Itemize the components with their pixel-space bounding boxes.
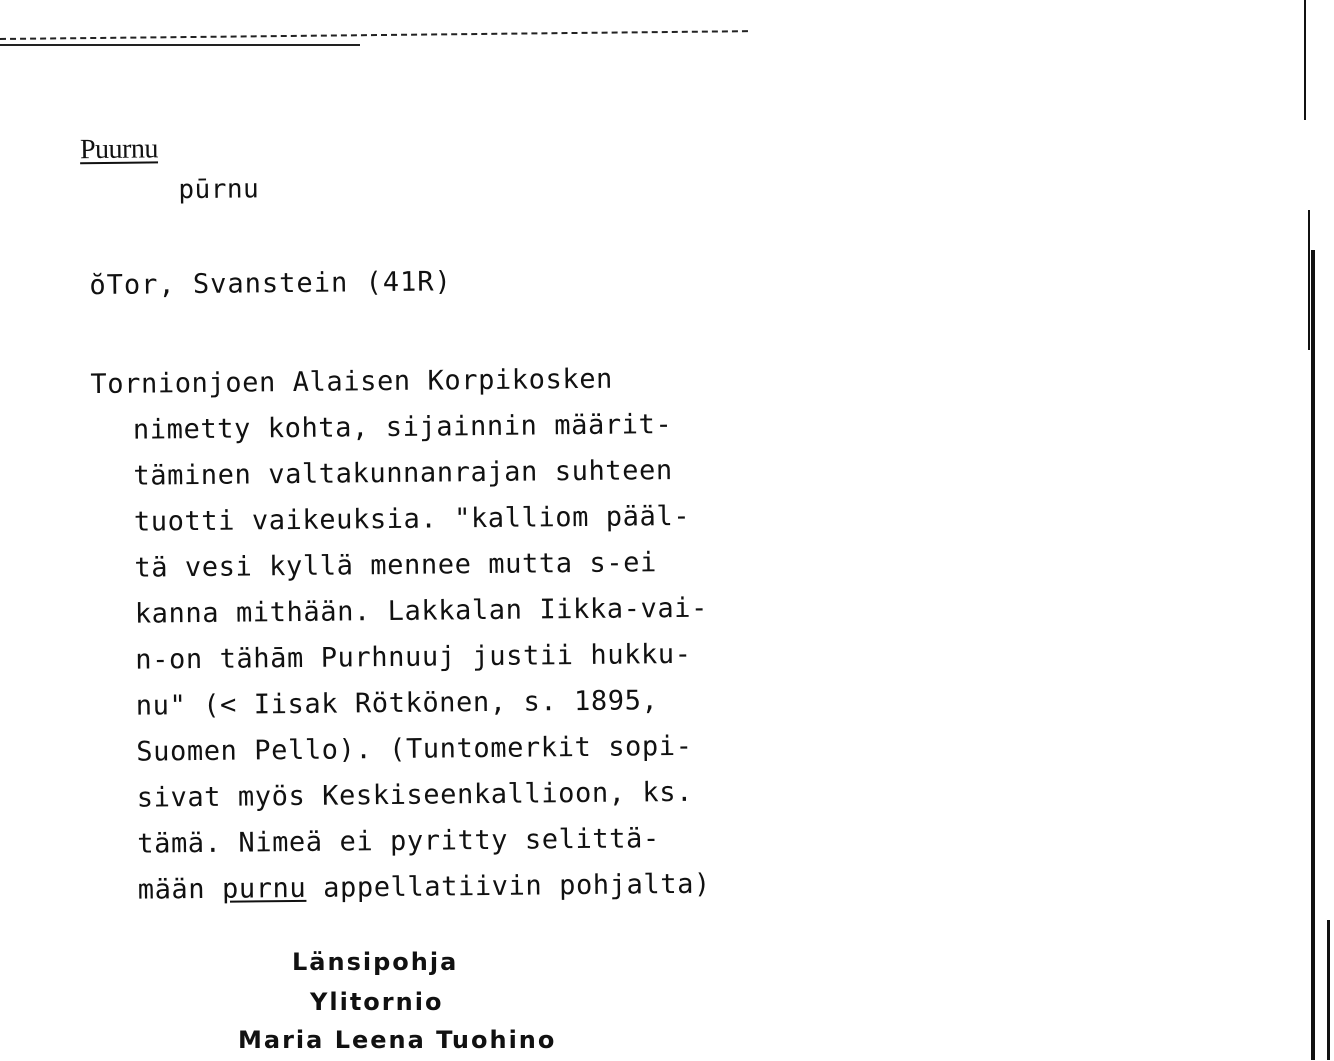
description-line: Tornionjoen Alaisen Korpikosken	[90, 363, 614, 401]
description-line: nimetty kohta, sijainnin määrit-	[132, 409, 673, 446]
description-line: n-on tähām Purhnuuj justii hukku-	[135, 638, 692, 676]
informant-line: ŏTor, Svanstein (41R)	[89, 266, 452, 302]
stamp-parish: Ylitornio	[310, 988, 444, 1016]
description-line: täminen valtakunnanrajan suhteen	[133, 455, 673, 492]
description-line: kanna mithään. Lakkalan Iikka-vai-	[134, 592, 709, 630]
last-line-before: mään	[137, 873, 223, 906]
description-line: sivat myös Keskiseenkallioon, ks.	[136, 776, 694, 814]
stamp-region: Länsipohja	[292, 948, 459, 976]
description-text	[90, 356, 711, 914]
description-line: Suomen Pello). (Tuntomerkit sopi-	[136, 730, 693, 768]
stamp-collector: Maria Leena Tuohino	[238, 1026, 557, 1054]
pronunciation: pūrnu	[178, 174, 260, 206]
last-line-after: appellatiivin pohjalta)	[306, 868, 711, 904]
headword: Puurnu	[79, 133, 159, 166]
description-line: nu" (< Iisak Rötkönen, s. 1895,	[135, 685, 659, 722]
description-line-last	[96, 862, 712, 914]
description-line: tuotti vaikeuksia. "kalliom pääl-	[133, 500, 691, 538]
underlined-term: purnu	[221, 872, 307, 905]
description-line: tämä. Nimeä ei pyritty selittä-	[137, 823, 660, 860]
description-line: tä vesi kyllä mennee mutta s-ei	[134, 547, 658, 584]
